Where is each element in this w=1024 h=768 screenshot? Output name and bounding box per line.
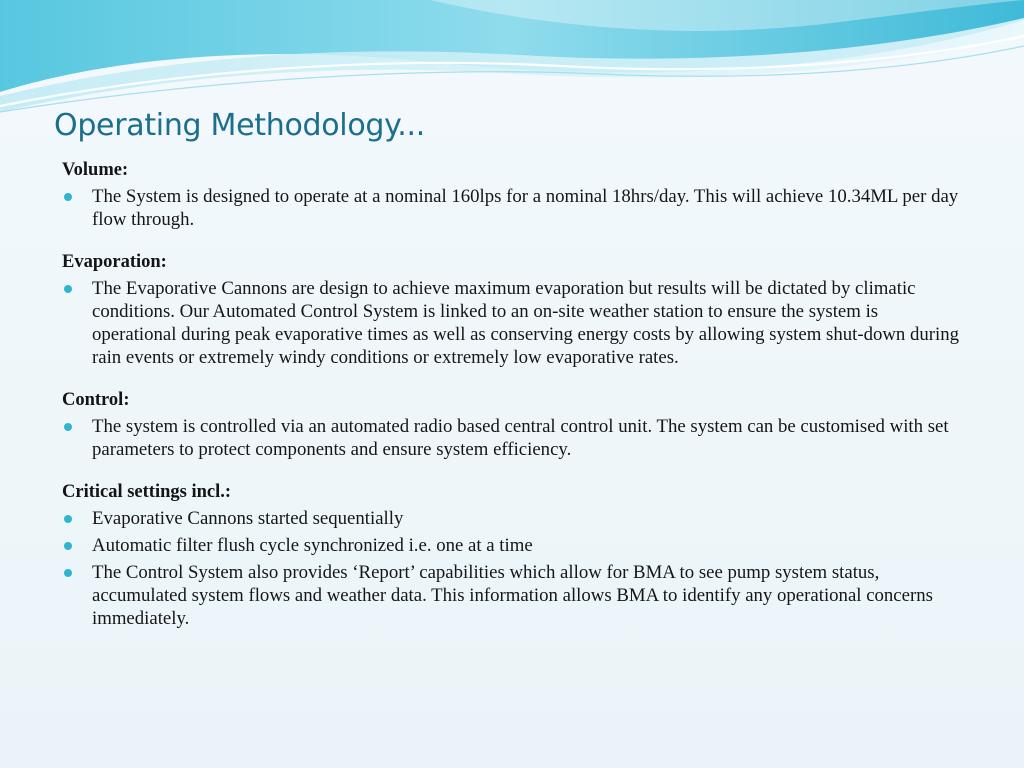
bullet-item bbox=[62, 185, 962, 231]
bullet-text: The system is controlled via an automated radio based central control unit. The system can be customised with set parameters to protect components and ensure system efficiency. bbox=[92, 416, 949, 460]
bullet-dot-icon bbox=[64, 542, 72, 550]
section-evaporation bbox=[62, 252, 962, 369]
bullet-list bbox=[62, 185, 962, 231]
bullet-list bbox=[62, 277, 962, 369]
section-heading: Critical settings incl.: bbox=[62, 482, 232, 502]
bullet-text: Evaporative Cannons started sequentially bbox=[92, 508, 404, 529]
section-heading: Evaporation: bbox=[62, 252, 167, 272]
bullet-dot-icon bbox=[64, 423, 72, 431]
wave-header-decoration bbox=[0, 0, 1024, 125]
bullet-dot-icon bbox=[64, 515, 72, 523]
bullet-dot-icon bbox=[64, 193, 72, 201]
bullet-item bbox=[62, 561, 962, 630]
bullet-text: Automatic filter flush cycle synchronized i.e. one at a time bbox=[92, 535, 533, 556]
bullet-list bbox=[62, 415, 962, 461]
section-heading: Volume: bbox=[62, 160, 129, 180]
bullet-item bbox=[62, 277, 962, 369]
bullet-dot-icon bbox=[64, 285, 72, 293]
bullet-text: The Control System also provides ‘Report’ capabilities which allow for BMA to see pump system status, accumulated system flows and weather data. This information allows BMA to identify any operational concerns immediately. bbox=[92, 562, 933, 629]
bullet-item bbox=[62, 507, 962, 530]
slide-title: Operating Methodology... bbox=[54, 108, 426, 143]
section-control bbox=[62, 390, 962, 461]
section-heading: Control: bbox=[62, 390, 130, 410]
slide-content bbox=[62, 160, 962, 651]
section-critical-settings bbox=[62, 482, 962, 630]
bullet-item bbox=[62, 415, 962, 461]
bullet-dot-icon bbox=[64, 569, 72, 577]
bullet-item bbox=[62, 534, 962, 557]
bullet-list bbox=[62, 507, 962, 630]
bullet-text: The Evaporative Cannons are design to achieve maximum evaporation but results will be dictated by climatic conditions. Our Automated Control System is linked to an on-site weather station to ensure the system is operational during peak evaporative times as well as conserving energy costs by allowing system shut-down during rain events or extremely windy conditions or extremely low evaporative rates. bbox=[92, 278, 960, 368]
bullet-text: The System is designed to operate at a nominal 160lps for a nominal 18hrs/day. This will achieve 10.34ML per day flow through. bbox=[92, 186, 959, 230]
section-volume bbox=[62, 160, 962, 231]
